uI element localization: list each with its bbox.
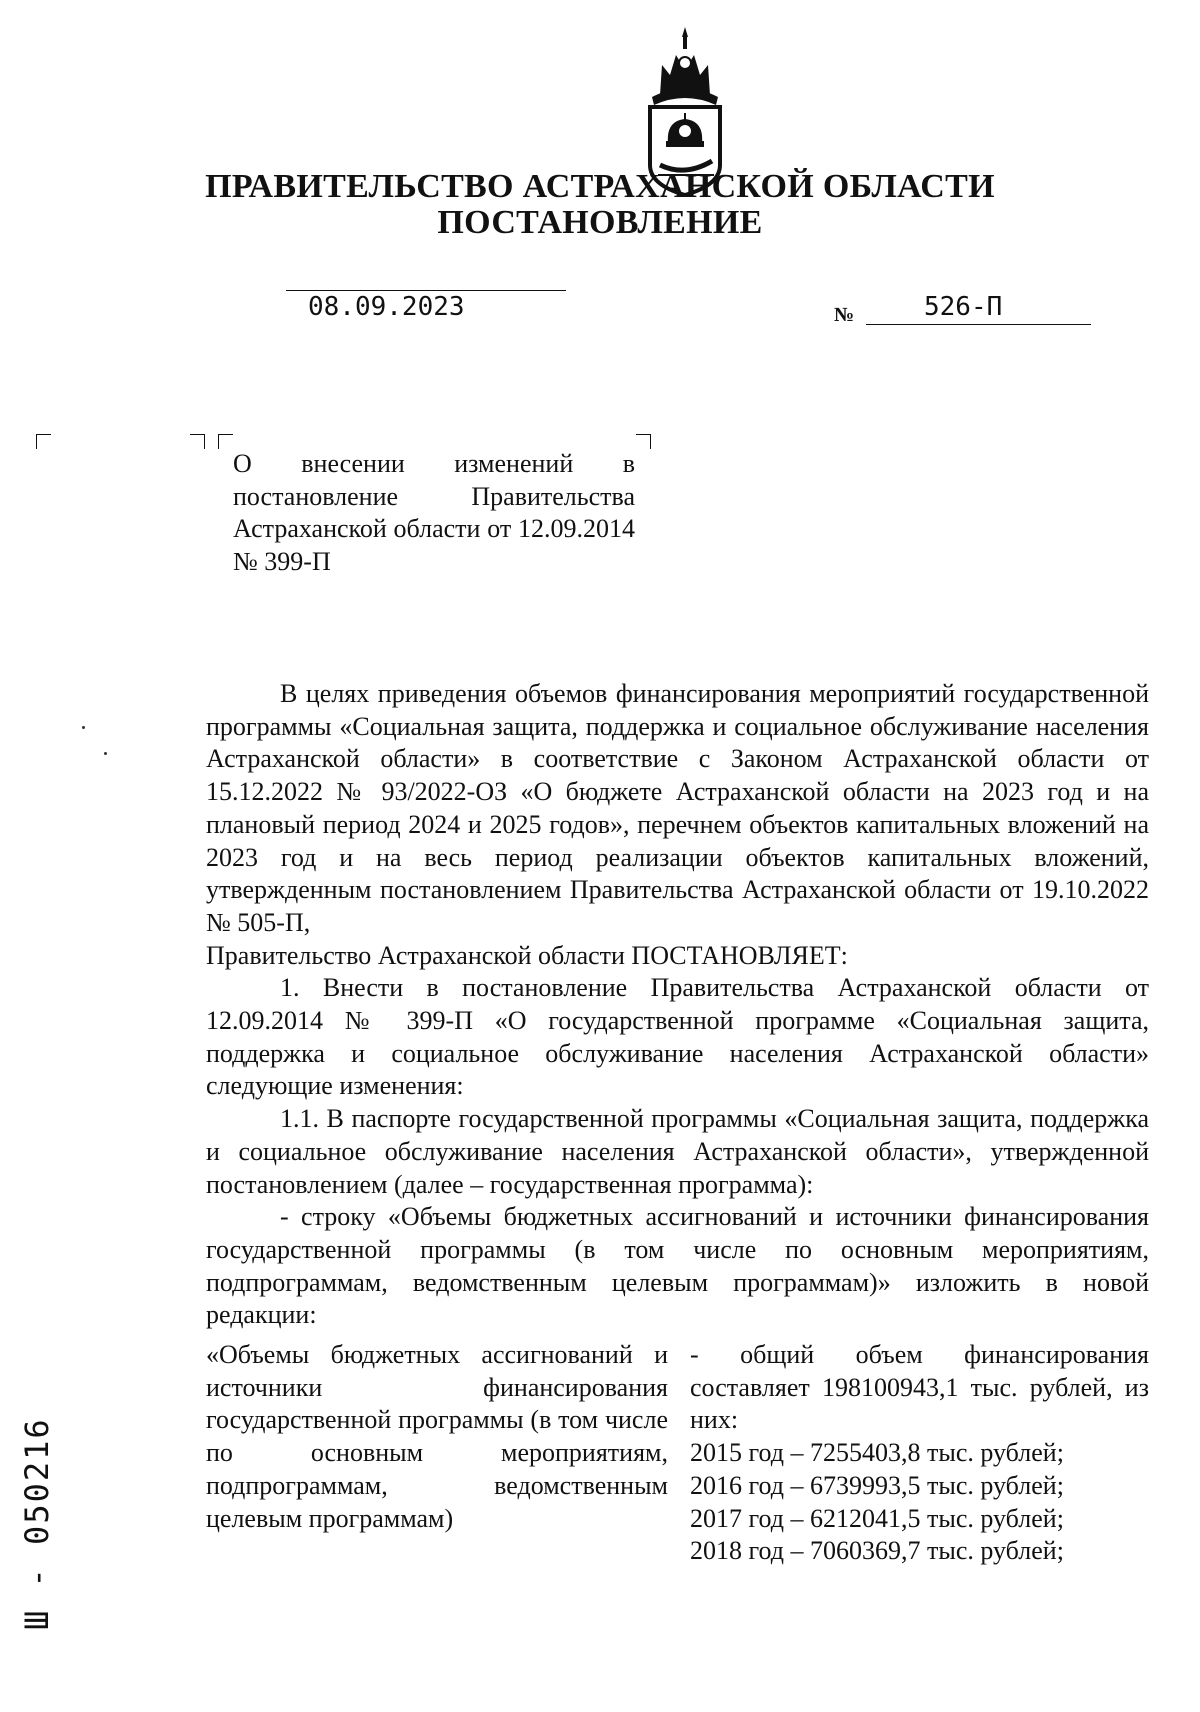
date-underline — [286, 290, 566, 291]
paragraph-resolves: Правительство Астраханской области ПОСТАНОВЛЯЕТ: — [206, 940, 848, 970]
organization-title: ПРАВИТЕЛЬСТВО АСТРАХАНСКОЙ ОБЛАСТИ — [205, 168, 995, 205]
number-sign: № — [834, 304, 855, 326]
paragraph-item-1: 1. Внести в постановление Правительства Астраханской области от 12.09.2014 № 399-П «О государственной программе «Социальная защита, поддержка и социальное обслуживание населения Астраханской области» следующие изменения: — [206, 973, 1149, 1101]
number-underline — [866, 324, 1091, 325]
financing-year-row: 2018 год – 7060369,7 тыс. рублей; — [690, 1536, 1064, 1566]
scan-speck — [82, 726, 85, 729]
margin-serial-code: Ш - 050216 — [18, 1417, 56, 1630]
paragraph-item-1-1: 1.1. В паспорте государственной программы «Социальная защита, поддержка и социальное обслуживание населения Астраханской области», утвержденной постановлением (далее – государственная программа): — [206, 1104, 1149, 1199]
financing-total: - общий объем финансирования составляет 198100943,1 тыс. рублей, из них: — [690, 1340, 1149, 1435]
document-date: 08.09.2023 — [308, 292, 465, 322]
document-body — [206, 678, 1149, 1332]
paragraph-preamble: В целях приведения объемов финансирования мероприятий государственной программы «Социальная защита, поддержка и социальное обслуживание населения Астраханской области» в соответствие с Законом Астраханской области от 15.12.2022 № 93/2022-ОЗ «О бюджете Астраханской области на 2023 год и на плановый период 2024 и 2025 годов», перечнем объектов капитальных вложений на 2023 год и на весь период реализации объектов капитальных вложений, утвержденным постановлением Правительства Астраханской области от 19.10.2022 № 505-П, — [206, 679, 1149, 937]
financing-year-row: 2015 год – 7255403,8 тыс. рублей; — [690, 1438, 1064, 1468]
subject-corner-mark-left — [218, 434, 233, 449]
subject-corner-mark-right — [636, 434, 651, 449]
document-subject: О внесении изменений в постановление Правительства Астраханской области от 12.09.2014 № 399-П — [233, 449, 635, 576]
subject-corner-mark-left-outer — [190, 434, 205, 449]
financing-year-row: 2016 год – 6739993,5 тыс. рублей; — [690, 1470, 1064, 1500]
document-type-title: ПОСТАНОВЛЕНИЕ — [437, 204, 763, 241]
financing-year-row: 2017 год – 6212041,5 тыс. рублей; — [690, 1503, 1064, 1533]
scan-speck — [104, 752, 107, 755]
paragraph-item-row: - строку «Объемы бюджетных ассигнований и источники финансирования государственной программы (в том числе по основным мероприятиям, подпрограммам, ведомственным целевым программам)» изложить в новой редакции: — [206, 1202, 1149, 1330]
table-left-cell: «Объемы бюджетных ассигнований и источники финансирования государственной программы (в том числе по основным мероприятиям, подпрограммам, ведомственным целевым программам) — [206, 1340, 668, 1533]
margin-corner-mark — [36, 434, 51, 449]
table-right-cell — [690, 1339, 1149, 1568]
document-number: 526-П — [924, 292, 1003, 322]
